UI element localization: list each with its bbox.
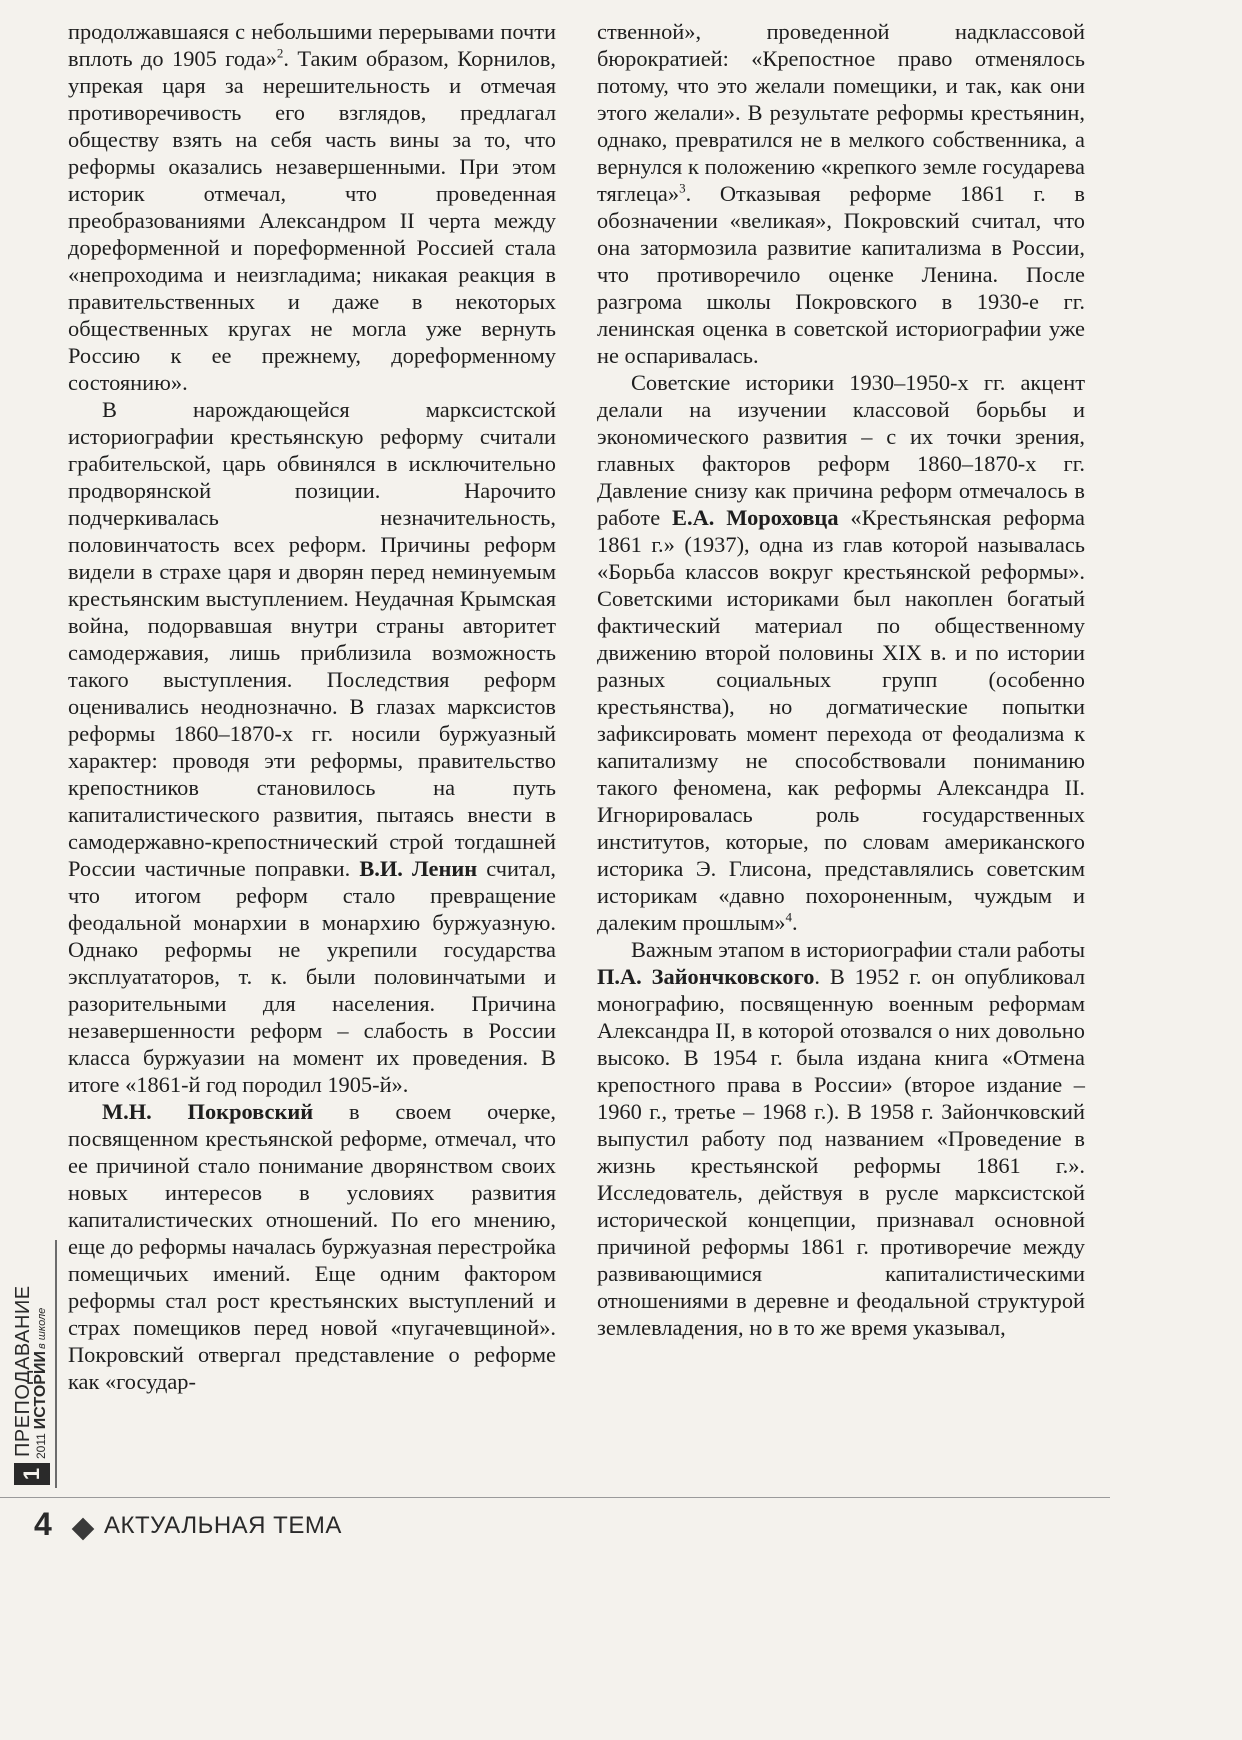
footer-divider [0,1497,1110,1498]
author-name: Е.А. Мороховца [672,505,839,530]
journal-subtitle [32,1308,50,1459]
paragraph [68,18,556,396]
footnote-marker[interactable]: 4 [785,909,792,925]
journal-title: ПРЕПОДАВАНИЕ [12,1285,34,1457]
paragraph [597,18,1085,369]
page-number: 4 [34,1506,52,1542]
paragraph-text: В нарождающейся марксистской историографии крестьянскую реформу считали грабительской, царь обвинялся в исключительно продворянской позиции. Нарочито подчеркивалась незначительность, половинчатость всех реформ. Причины реформ видели в страхе царя и дворян перед неминуемым крестьянским выступлением. Неудачная Крымская война, подорвавшая внутри страны авторитет самодержавия, лишь приблизила возможность такого выступления. Последствия реформ оценивались неоднозначно. В глазах марксистов реформы 1860–1870-х гг. носили буржуазный характер: проводя эти реформы, правительство крепостников становилось на путь капиталистического развития, пытаясь внести в самодержавно-крепостнический строй тогдашней России частичные поправки. [68,397,556,881]
footnote-marker[interactable]: 2 [276,45,284,61]
paragraph-text: . [791,910,798,935]
paragraph-text: в своем очерке, посвященном крестьянской реформе, отмечал, что ее причиной стало понимание дворянством своих новых интересов в условиях развития капиталистических отношений. По его мнению, еще до реформы началась буржуазная перестройка помещичьих имений. Еще одним фактором реформы стал рост крестьянских выступлений и страх помещиков перед новой «пугачевщиной». Покровский отвергал представление о реформе как «государ- [68,1099,556,1394]
paragraph-text: Важным этапом в историографии стали работы [631,937,1085,962]
paragraph-text: . В 1952 г. он опубликовал монографию, посвященную военным реформам Александра II, в которой отозвался о них довольно высоко. В 1954 г. была издана книга «Отмена крепостного права в России» (второе издание – 1960 г., третье – 1968 г.). В 1958 г. Зайончковский выпустил работу под названием «Проведение в жизнь крестьянской реформы 1861 г.». Исследователь, действуя в русле марксистской исторической концепции, признавал основной причиной реформы 1861 г. противоречие между развивающимися капиталистическими отношениями в деревне и феодальной структурой землевладения, но в то же время указывал, [597,964,1085,1340]
author-name: В.И. Ленин [359,856,478,881]
right-column [597,18,1085,1341]
left-column [68,18,556,1395]
paragraph [68,396,556,1098]
journal-year: 2011 [34,1433,48,1459]
footnote-marker[interactable]: 3 [679,180,686,196]
paragraph-text: считал, что итогом реформ стало превращение феодальной монархии в монархию буржуазную. Однако реформы не укрепили государства эксплуататоров, т. к. были половинчатыми и разорительными для населения. Причина незавершенности реформ – слабость в России класса буржуазии на момент их проведения. В итоге «1861-й год породил 1905-й». [68,856,556,1097]
paragraph-text: «Крестьянская реформа 1861 г.» (1937), одна из глав которой называлась «Борьба классов вокруг крестьянской реформы». Советскими историками был накоплен богатый фактический материал по общественному движению второй половины XIX в. и по истории разных социальных групп (особенно крестьянства), но догматические попытки зафиксировать момент перехода от феодализма к капитализму не способствовали пониманию такого феномена, как реформы Александра II. Игнорировалась роль государственных институтов, которые, по словам американского историка Э. Глисона, представлялись советским историкам «давно похороненным, чуждым и далеким прошлым» [597,505,1085,935]
author-name: П.А. Зайончковского [597,964,815,989]
issue-number: 1 [14,1463,50,1485]
author-name: М.Н. Покровский [102,1099,314,1124]
journal-spine-label [14,1245,50,1485]
paragraph-text: Советские историки 1930–1950-х гг. акцент делали на изучении классовой борьбы и экономического развития – с их точки зрения, главных факторов реформ 1860–1870-х гг. Давление снизу как причина реформ отмечалось в работе [597,370,1085,530]
section-title: АКТУАЛЬНАЯ ТЕМА [104,1512,342,1539]
paragraph-text: продолжавшаяся с небольшими перерывами почти вплоть до 1905 года» [68,19,556,71]
paragraph-text: ственной», проведенной надклассовой бюрократией: «Крепостное право отменялось потому, что это желали помещики, и так, как они этого желали». В результате реформы крестьянин, однако, превратился не в мелкого собственника, а вернулся к положению «крепкого земле государева тяглеца» [597,19,1085,206]
paragraph [68,1098,556,1395]
journal-spine [14,1245,50,1485]
diamond-icon [72,1518,95,1541]
paragraph-text: . Отказывая реформе 1861 г. в обозначении «великая», Покровский считал, что она затормозила развитие капитализма в России, что противоречило оценке Ленина. После разгрома школы Покровского в 1930-е гг. ленинская оценка в советской историографии уже не оспаривалась. [597,181,1085,368]
paragraph [597,936,1085,1341]
journal-subject: ИСТОРИИ [32,1351,49,1430]
spine-divider [55,1240,57,1488]
paragraph-text: . Таким образом, Корнилов, упрекая царя за нерешительность и отмечая противоречивость его взглядов, предлагал обществу взять на себя часть вины за то, что реформы оказались незавершенными. При этом историк отмечал, что проведенная преобразованиями Александром II черта между дореформенной и пореформенной Россией стала «непроходима и неизгладима; никакая реакция в правительственных и даже в некоторых общественных кругах не могла уже вернуть Россию к ее прежнему, дореформенному состоянию». [68,46,556,395]
journal-suffix: в школе [36,1307,48,1350]
paragraph [597,369,1085,936]
